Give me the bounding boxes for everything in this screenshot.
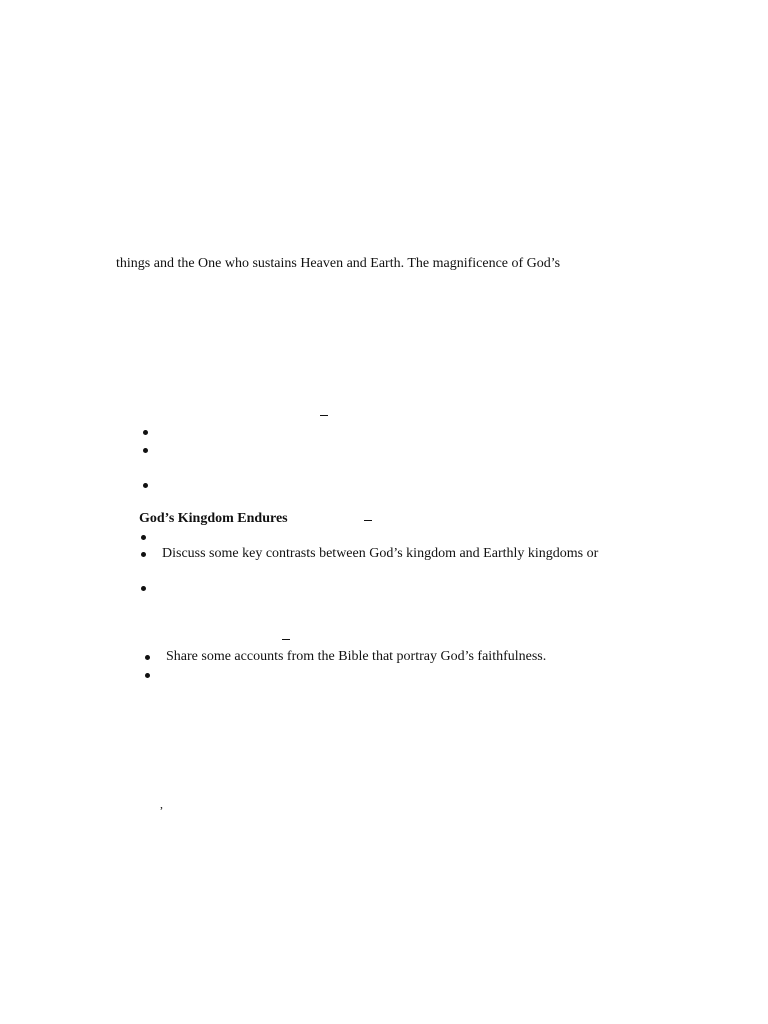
section-1-bullet-3 bbox=[143, 483, 148, 488]
body-text-line: things and the One who sustains Heaven and Earth. The magnificence of God’s bbox=[116, 256, 561, 271]
section-3-bullet-1 bbox=[145, 655, 150, 660]
section-3-dash bbox=[282, 639, 290, 640]
section-1-dash bbox=[320, 415, 328, 416]
section-1-bullet-1 bbox=[143, 430, 148, 435]
section-2-bullet-2 bbox=[141, 552, 146, 557]
stray-comma: , bbox=[160, 797, 163, 811]
section-3-bullet-2 bbox=[145, 673, 150, 678]
section-heading-gods-kingdom-endures: God’s Kingdom Endures bbox=[139, 511, 288, 526]
section-2-bullet-text: Discuss some key contrasts between God’s kingdom and Earthly kingdoms or bbox=[162, 546, 599, 561]
section-2-dash bbox=[364, 520, 372, 521]
section-2-bullet-1 bbox=[141, 535, 146, 540]
section-2-bullet-3 bbox=[141, 586, 146, 591]
section-1-bullet-2 bbox=[143, 448, 148, 453]
section-3-bullet-text: Share some accounts from the Bible that portray God’s faithfulness. bbox=[166, 649, 547, 664]
